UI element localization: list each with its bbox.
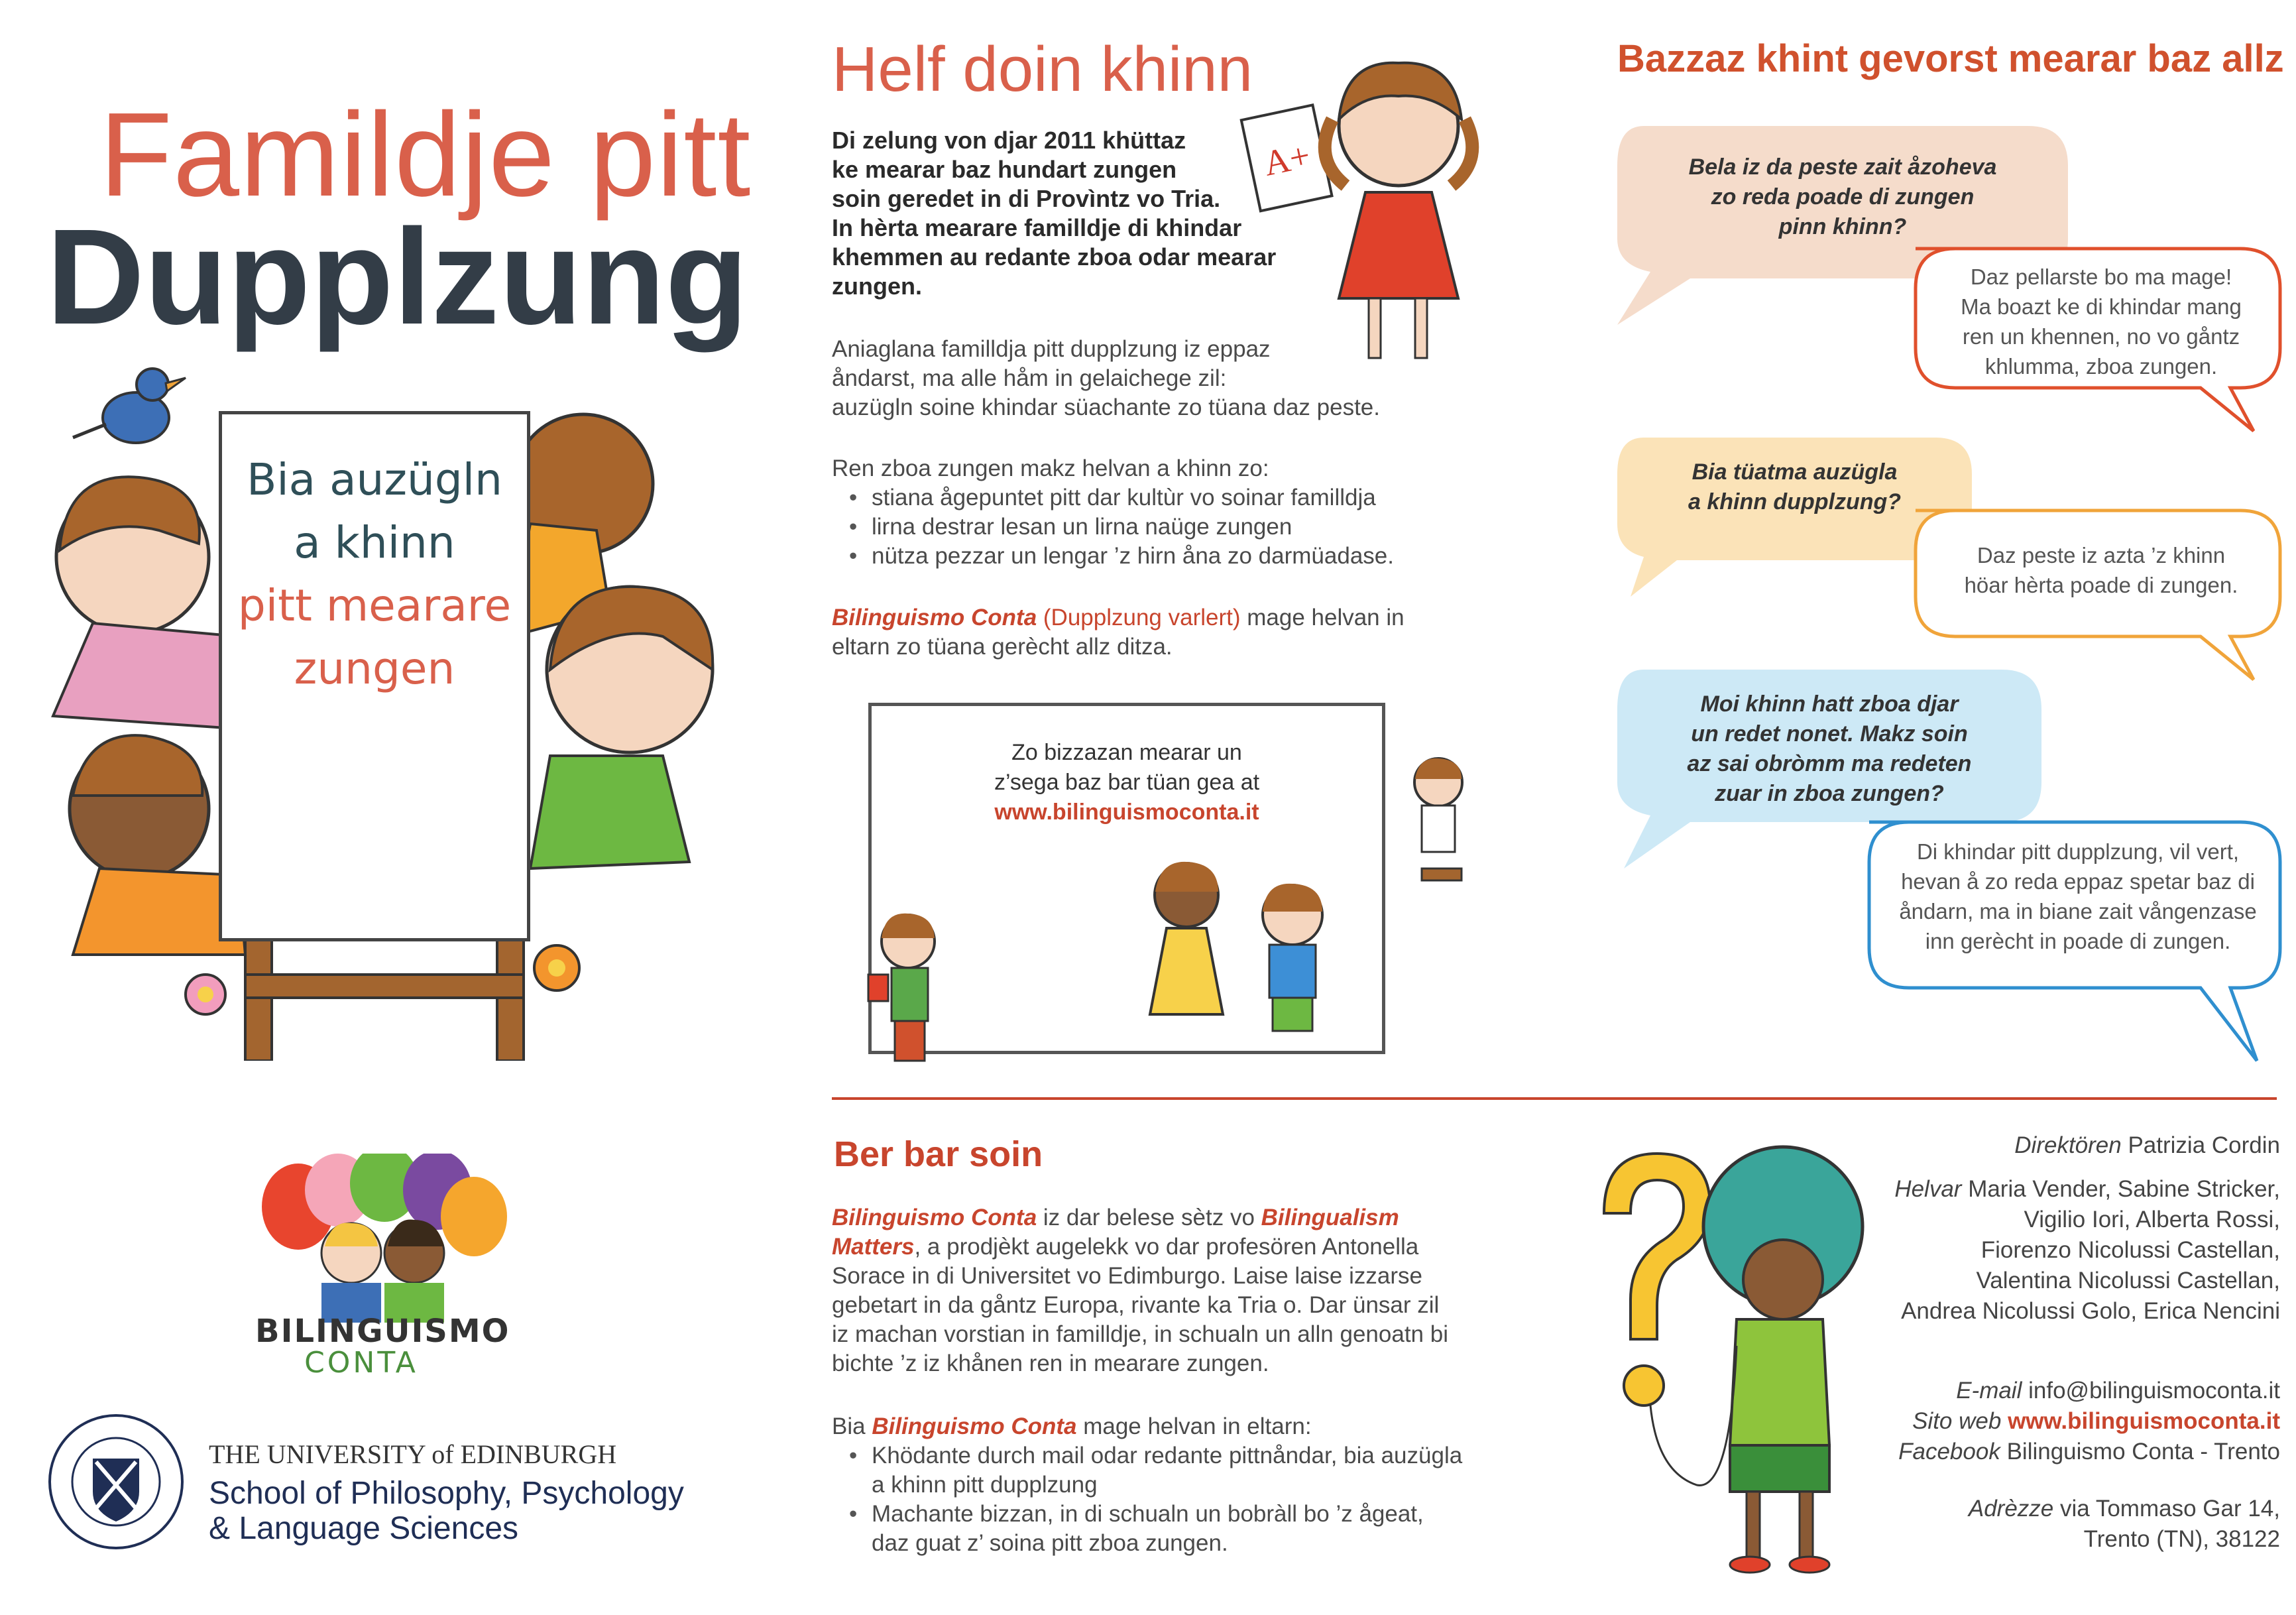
email-label: E-mail [1956, 1378, 2022, 1404]
para2-line: Aniaglana familldja pitt dupplzung iz eppaz [832, 336, 1271, 362]
question-child-illustration [1564, 1127, 1869, 1578]
about-line: bichte ’z iz khånen ren in mearare zungen. [832, 1350, 1269, 1376]
list-item: • stiana ågepuntet pitt dar kultùr vo soinar familldja [872, 483, 1495, 512]
intro-line: In hèrta mearare familldje di khindar [832, 214, 1242, 241]
question-line: az sai obròmm ma redeten [1687, 751, 1972, 776]
para4-text: mage helvan in [1240, 605, 1405, 630]
para2-line: auzügln soine khindar süachante zo tüana daz peste. [832, 394, 1380, 420]
intro-line: ke mearar baz hundart zungen [832, 156, 1177, 183]
director-name: Patrizia Cordin [2128, 1132, 2280, 1158]
school-name-line2: & Language Sciences [209, 1511, 519, 1546]
helpers-line: Maria Vender, Sabine Stricker, [1968, 1176, 2280, 1202]
board-line-4: zungen [294, 643, 455, 694]
project-translation: (Dupplzung varlert) [1043, 605, 1241, 630]
school-name-line1: School of Philosophy, Psychology [209, 1476, 684, 1511]
child-left-top [53, 477, 245, 729]
question-2 [1617, 457, 1972, 517]
paragraph-3 [832, 454, 1495, 571]
child-with-book [868, 914, 935, 1061]
children-group-illustration [855, 756, 1485, 1087]
helpers-line: Andrea Nicolussi Golo, Erica Nencini [1901, 1298, 2280, 1324]
facebook-link[interactable]: Bilinguismo Conta - Trento [2006, 1439, 2280, 1465]
question-line: Bia tüatma auzügla [1692, 459, 1898, 485]
grade-badge: A+ [1260, 135, 1314, 184]
answer-line: inn gerècht in poade di zungen. [1925, 929, 2231, 953]
answer-line: Daz peste iz azta ’z khinn [1977, 543, 2226, 568]
child-on-ladder [1414, 758, 1462, 880]
intro-line: Di zelung von djar 2011 khüttaz [832, 127, 1186, 154]
website-link[interactable]: www.bilinguismoconta.it [994, 800, 1259, 825]
university-name: THE UNIVERSITY of EDINBURGH [209, 1439, 617, 1469]
facebook-label: Facebook [1898, 1439, 2000, 1465]
question-3 [1617, 689, 2041, 809]
email-link[interactable]: info@bilinguismoconta.it [2028, 1378, 2280, 1404]
help-paragraph [832, 1412, 1528, 1558]
list-line: • Machante bizzan, in di schualn un bobràll bo ’z ågeat, [872, 1501, 1424, 1527]
answer-line: Ma boazt ke di khindar mang [1961, 294, 2242, 319]
help-list [832, 1441, 1528, 1558]
bird-icon [73, 369, 186, 443]
list-line: • Khödante durch mail odar redante pittnåndar, bia auzügla [872, 1443, 1463, 1468]
project-name: Bilinguismo Conta [832, 1205, 1037, 1230]
paragraph-4 [832, 603, 1495, 662]
about-line: iz machan vorstian in familldje, in schualn un alln genoatn bi [832, 1321, 1448, 1347]
board-line-2: a khinn [294, 517, 455, 568]
section-divider [832, 1097, 2277, 1100]
helpers-label: Helvar [1894, 1176, 1962, 1202]
about-text: iz dar belese sètz vo [1037, 1205, 1261, 1230]
list-line: a khinn pitt dupplzung [872, 1472, 1098, 1498]
helpers-line: Fiorenzo Nicolussi Castellan, [1980, 1237, 2280, 1263]
section-heading-helf: Helf doin khinn [832, 34, 1253, 105]
question-1 [1617, 152, 2068, 242]
answer-line: Di khindar pitt dupplzung, vil vert, [1916, 839, 2240, 864]
director-label: Direktören [2014, 1132, 2122, 1158]
project-name: Bilinguismo Conta [872, 1413, 1077, 1439]
para2-line: åndarst, ma alle håm in gelaichege zil: [832, 365, 1227, 391]
question-line: a khinn dupplzung? [1688, 489, 1902, 514]
logo-text-bilinguismo: BILINGUISMO [255, 1313, 510, 1350]
partner-name: Bilingualism [1261, 1205, 1399, 1230]
board-line-3: pitt mearare [237, 580, 512, 631]
logo-text-conta: CONTA [304, 1346, 418, 1380]
address-line: Trento (TN), 38122 [2083, 1526, 2280, 1552]
help-text: mage helvan in eltarn: [1076, 1413, 1312, 1439]
leaflet-title-line1: Famildje pitt [99, 88, 752, 221]
intro-paragraph [832, 126, 1322, 301]
question-line: Bela iz da peste zait åzoheva [1688, 154, 1997, 180]
section-heading-faq: Bazzaz khint gevorst mearar baz allz [1617, 37, 2284, 80]
question-line: pinn khinn? [1778, 214, 1907, 239]
question-line: zuar in zboa zungen? [1715, 781, 1944, 806]
partner-name: Matters [832, 1234, 915, 1260]
list-line: daz guat z’ soina pitt zboa zungen. [872, 1530, 1228, 1556]
list-item: • lirna destrar lesan un lirna naüge zungen [872, 512, 1495, 542]
para3-lead: Ren zboa zungen makz helvan a khinn zo: [832, 455, 1269, 481]
credits-block [1856, 1130, 2280, 1555]
para3-list [832, 483, 1495, 571]
list-item [872, 1441, 1528, 1500]
question-line: zo reda poade di zungen [1711, 184, 1975, 209]
leaflet-title-line2: Dupplzung [46, 201, 748, 353]
answer-line: höar hèrta poade di zungen. [1964, 573, 2238, 597]
question-mark-icon [1604, 1154, 1710, 1339]
child-right-bottom [530, 587, 713, 868]
answer-line: hevan å zo reda eppaz spetar baz di [1901, 869, 2255, 894]
paragraph-2 [832, 335, 1495, 422]
help-text: Bia [832, 1413, 872, 1439]
project-name: Bilinguismo Conta [832, 605, 1037, 630]
about-line: gebetart in da gåntz Europa, rivante ka Tria o. Dar ünsar zil [832, 1292, 1440, 1318]
answer-line: åndarn, ma in biane zait vångenzase [1899, 899, 2257, 924]
helpers-line: Valentina Nicolussi Castellan, [1976, 1268, 2280, 1293]
list-item: • nützа pezzar un lengar ’z hirn åna zo darmüadase. [872, 542, 1495, 571]
about-line: Sorace in di Universitet vo Edimburgo. Laise laise izzarse [832, 1263, 1422, 1289]
about-text: , a prodjèkt augelekk vo dar profesören Antonella [914, 1234, 1419, 1260]
website-link[interactable]: www.bilinguismoconta.it [2008, 1408, 2280, 1434]
intro-line: soin geredet in di Provìntz vo Tria. [832, 185, 1221, 212]
child-blue-shirt [1263, 884, 1322, 1031]
answer-2 [1916, 540, 2287, 600]
about-paragraph [832, 1203, 1495, 1378]
cover-board [219, 411, 530, 941]
section-heading-ber: Ber bar soin [834, 1134, 1043, 1174]
helpers-line: Vigilio Iori, Alberta Rossi, [2024, 1207, 2280, 1232]
answer-3 [1869, 837, 2287, 956]
university-seal-icon [46, 1412, 186, 1551]
answer-line: ren un khennen, no vo gåntz [1962, 324, 2240, 349]
website-label: Sito web [1912, 1408, 2002, 1434]
frame-line2: z’sega baz bar tüan gea at [994, 770, 1260, 795]
intro-line: khemmen au redante zboa odar mearar [832, 243, 1277, 270]
answer-1 [1916, 262, 2287, 381]
address-label: Adrèzze [1968, 1496, 2054, 1522]
para4-line2: eltarn zo tüana gerècht allz ditza. [832, 634, 1173, 660]
answer-line: Daz pellarste bo ma mage! [1970, 265, 2232, 289]
question-line: Moi khinn hatt zboa djar [1700, 691, 1959, 717]
intro-line: zungen. [832, 272, 922, 300]
list-item [872, 1500, 1528, 1558]
child-yellow-dress [1150, 862, 1223, 1014]
answer-line: khlumma, zboa zungen. [1984, 354, 2218, 379]
frame-line1: Zo bizzazan mearar un [1011, 740, 1242, 765]
address-line: via Tommaso Gar 14, [2060, 1496, 2280, 1522]
board-line-1: Bia auzügln [247, 454, 502, 505]
question-line: un redet nonet. Makz soin [1691, 721, 1968, 747]
